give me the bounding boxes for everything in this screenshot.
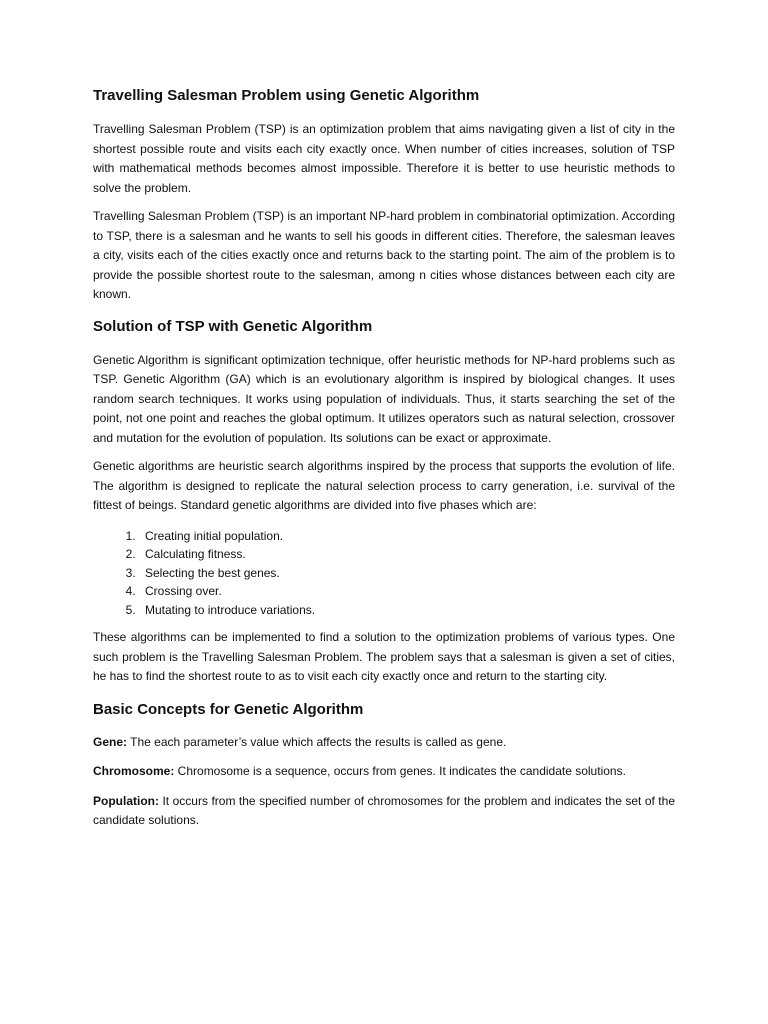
phases-list [93, 527, 675, 620]
definition-text: The each parameter’s value which affects the results is called as gene. [127, 734, 507, 749]
definition-text: It occurs from the specified number of chromosomes for the problem and indicates the set of the candidate solutions. [93, 793, 675, 827]
intro-paragraph-1: Travelling Salesman Problem (TSP) is an optimization problem that aims navigating given a list of city in the shortest possible route and visits each city exactly once. When number of cities increases, solution of TSP with mathematical methods becomes almost impossible. Therefore it is better to use heuristic methods to solve the problem. [93, 122, 675, 195]
definition-term: Population: [93, 793, 159, 808]
list-item: 2. Calculating fitness. [139, 545, 675, 564]
solution-closing-paragraph: These algorithms can be implemented to find a solution to the optimization problems of various types. One such problem is the Travelling Salesman Problem. The problem says that a salesman is given a set of cities, he has to find the shortest route to as to visit each city exactly once and return to the starting city. [93, 630, 675, 683]
document-title: Travelling Salesman Problem using Genetic Algorithm [93, 87, 480, 104]
list-item: 4. Crossing over. [139, 582, 675, 601]
section-heading-solution: Solution of TSP with Genetic Algorithm [93, 317, 373, 335]
list-item: 1. Creating initial population. [139, 527, 675, 546]
definition-population [93, 792, 675, 831]
list-item: 5. Mutating to introduce variations. [139, 601, 675, 620]
solution-paragraph-2: Genetic algorithms are heuristic search algorithms inspired by the process that supports the evolution of life. The algorithm is designed to replicate the natural selection process to carry generation, i.e. survival of the fittest of beings. Standard genetic algorithms are divided into five phases which are: [93, 459, 675, 512]
section-heading-basic-concepts: Basic Concepts for Genetic Algorithm [93, 700, 364, 718]
document-page [93, 86, 675, 841]
list-item: 3. Selecting the best genes. [139, 564, 675, 583]
solution-paragraph-1: Genetic Algorithm is significant optimization technique, offer heuristic methods for NP-hard problems such as TSP. Genetic Algorithm (GA) which is an evolutionary algorithm is inspired by biological changes. It uses random search techniques. It works using population of individuals. Thus, it starts searching the set of the point, not one point and reaches the global optimum. It utilizes operators such as natural selection, crossover and mutation for the evolution of population. Its solutions can be exact or approximate. [93, 352, 675, 445]
definition-term: Chromosome: [93, 764, 175, 778]
definition-term: Gene: [93, 734, 128, 749]
definition-gene [93, 733, 675, 753]
definition-chromosome [93, 762, 675, 782]
definition-text: Chromosome is a sequence, occurs from genes. It indicates the candidate solutions. [174, 764, 626, 778]
intro-paragraph-2: Travelling Salesman Problem (TSP) is an important NP-hard problem in combinatorial optimization. According to TSP, there is a salesman and he wants to sell his goods in different cities. Therefore, the salesman leaves a city, visits each of the cities exactly once and returns back to the starting point. The aim of the problem is to provide the possible shortest route to the salesman, among n cities whose distances between each city are known. [93, 209, 675, 301]
